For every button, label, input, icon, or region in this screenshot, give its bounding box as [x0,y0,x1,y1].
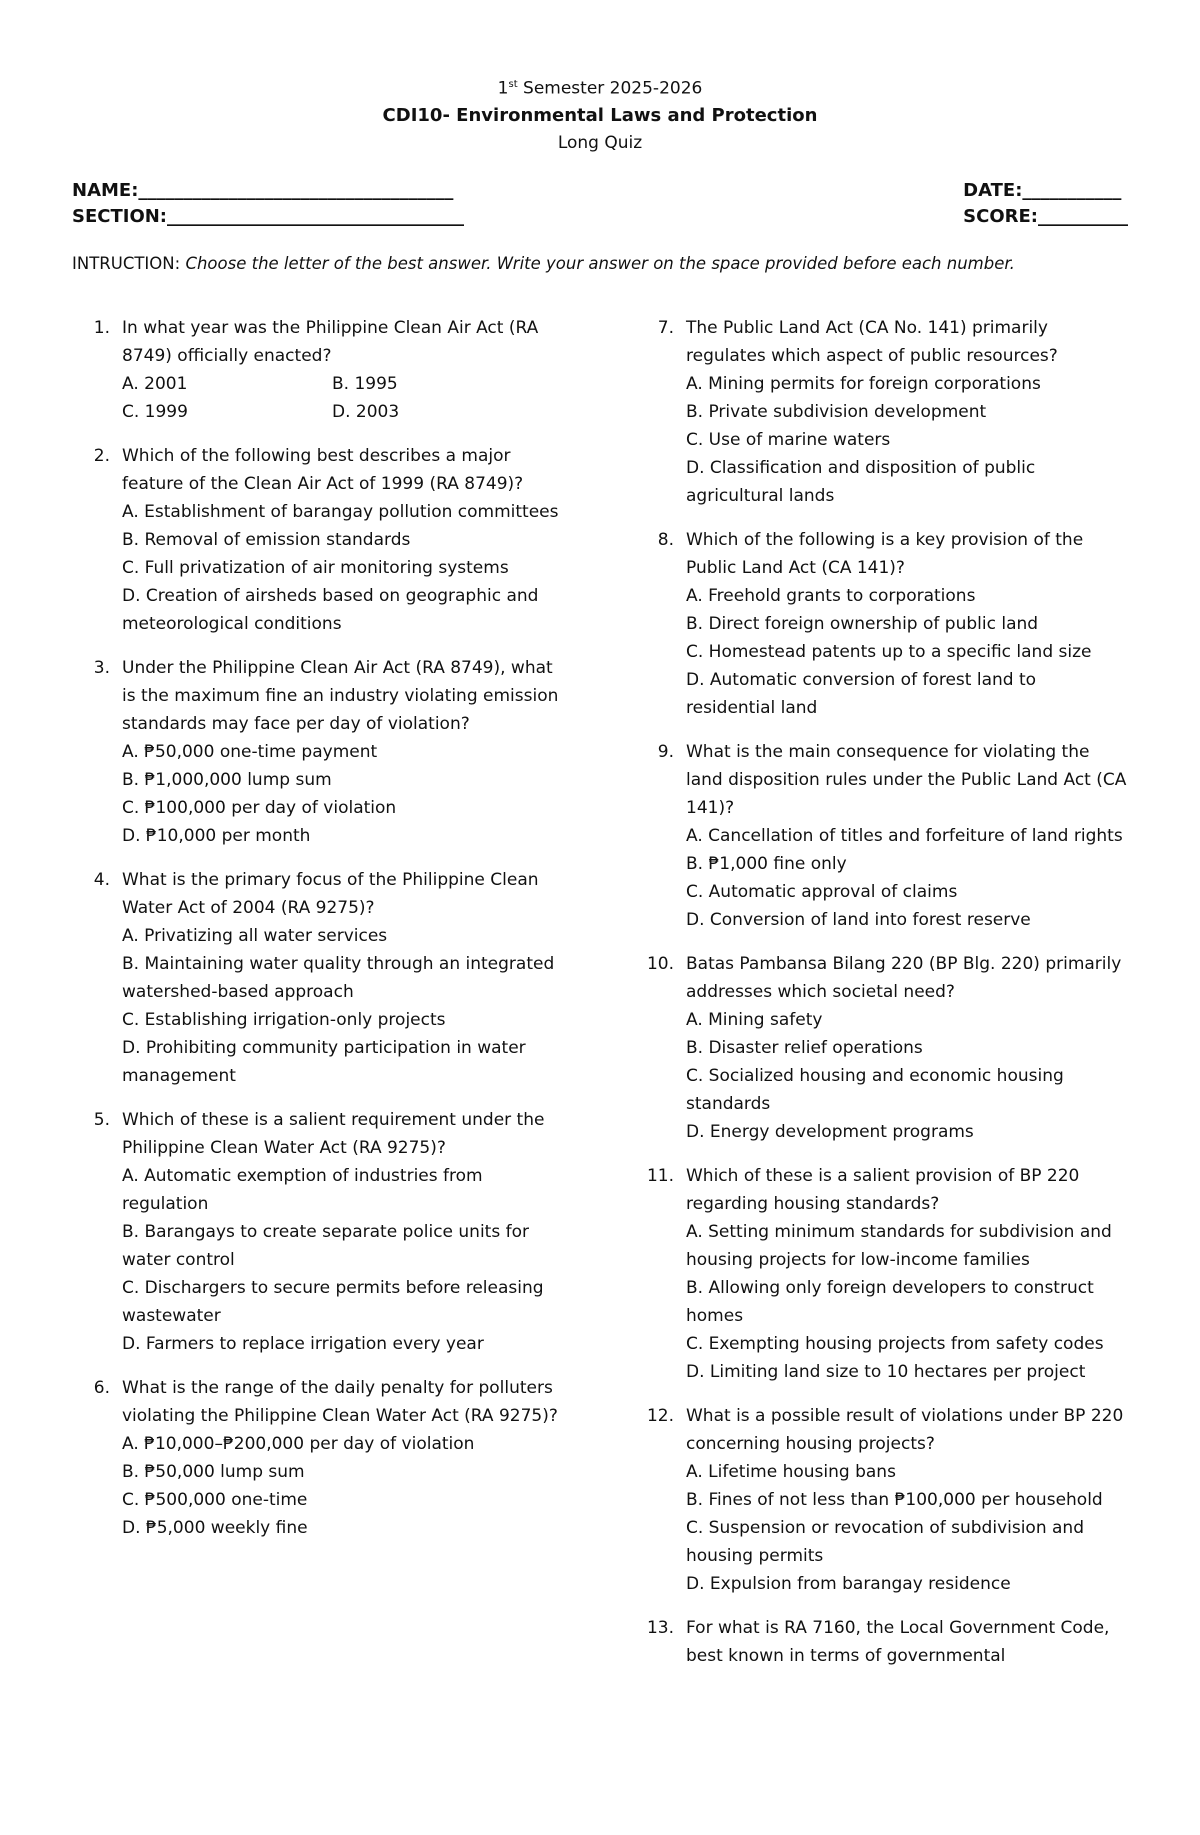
answer-choice: D. Prohibiting community participation in water management [122,1037,526,1086]
answer-choice: C. Suspension or revocation of subdivision and housing permits [686,1517,1084,1566]
answer-choice: D. ₱10,000 per month [122,825,311,846]
question-text: For what is RA 7160, the Local Government Code, best known in terms of governmental [686,1617,1110,1666]
question-number: 10. [646,953,674,974]
answer-choice: D. Conversion of land into forest reserve [686,909,1031,930]
answer-choice: D. ₱5,000 weekly fine [122,1517,308,1538]
answer-choices [686,370,1128,510]
left-question-column [72,314,564,1686]
answer-choice: C. Homestead patents up to a specific land size [686,641,1092,662]
question-number: 11. [646,1165,674,1186]
question-number: 3. [93,657,110,678]
score-field: SCORE:__________ [963,205,1128,227]
answer-choice: B. Removal of emission standards [122,529,411,550]
question-text: What is the main consequence for violating the land disposition rules under the Public Land Act (CA 141)? [686,741,1127,818]
answer-choice: A. Cancellation of titles and forfeiture of land rights [686,825,1123,846]
answer-choice: D. Expulsion from barangay residence [686,1573,1011,1594]
answer-choice: D. Limiting land size to 10 hectares per project [686,1361,1086,1382]
answer-choices [122,738,564,850]
answer-choices [686,1006,1128,1146]
answer-choice: B. ₱50,000 lump sum [122,1461,305,1482]
answer-choice: B. Barangays to create separate police units for water control [122,1221,529,1270]
answer-choices [686,1218,1128,1386]
question-columns [72,314,1128,1686]
answer-choice: D. Creation of airsheds based on geographic and meteorological conditions [122,585,539,634]
question-body [122,654,564,850]
question-body [686,950,1128,1146]
question-item [72,1106,564,1358]
question-item [636,1162,1128,1386]
question-number: 8. [657,529,674,550]
answer-choice: B. Fines of not less than ₱100,000 per household [686,1489,1103,1510]
question-body [122,1106,564,1358]
answer-choices [122,922,564,1090]
answer-choices [122,1430,564,1542]
answer-choice: C. Establishing irrigation-only projects [122,1009,446,1030]
question-text: Which of the following best describes a major feature of the Clean Air Act of 1999 (RA 8749)? [122,445,524,494]
answer-choice: A. Lifetime housing bans [686,1461,896,1482]
question-text: Which of these is a salient requirement under the Philippine Clean Water Act (RA 9275)? [122,1109,545,1158]
answer-choice: D. Energy development programs [686,1121,974,1142]
quiz-header [72,72,1128,156]
date-field: DATE:___________ [963,179,1122,201]
answer-choice: A. Freehold grants to corporations [686,585,976,606]
question-text: In what year was the Philippine Clean Air Act (RA 8749) officially enacted? [122,317,539,366]
answer-choice: A. Setting minimum standards for subdivision and housing projects for low-income families [686,1221,1112,1270]
answer-choices [686,822,1128,934]
question-item [636,738,1128,934]
question-number: 1. [93,317,110,338]
answer-choice: C. Automatic approval of claims [686,881,958,902]
question-body [686,738,1128,934]
fields-right [963,178,1128,230]
answer-choices [122,498,564,638]
answer-choice: A. 2001 [122,373,188,394]
answer-choice: B. ₱1,000,000 lump sum [122,769,332,790]
answer-choice: B. 1995 [332,373,398,394]
answer-choices [686,1458,1128,1598]
answer-choice: B. Private subdivision development [686,401,987,422]
question-item [72,866,564,1090]
name-field: NAME:___________________________________ [72,179,454,201]
answer-choice: B. Allowing only foreign developers to construct homes [686,1277,1094,1326]
question-item [636,1614,1128,1670]
instruction-text: Choose the letter of the best answer. Write your answer on the space provided before each number. [185,253,1015,273]
student-fields [72,178,1128,230]
question-item [72,1374,564,1542]
question-body [686,1162,1128,1386]
section-field: SECTION:_________________________________ [72,205,465,227]
answer-choice: D. Automatic conversion of forest land to residential land [686,669,1037,718]
question-item [636,1402,1128,1598]
question-number: 5. [93,1109,110,1130]
question-text: Which of the following is a key provision of the Public Land Act (CA 141)? [686,529,1084,578]
answer-choice: A. Privatizing all water services [122,925,388,946]
instruction [72,252,1128,276]
question-number: 9. [657,741,674,762]
question-number: 7. [657,317,674,338]
answer-choice: A. Automatic exemption of industries from regulation [122,1165,483,1214]
question-item [72,314,564,426]
answer-choice: C. Dischargers to secure permits before releasing wastewater [122,1277,544,1326]
answer-choice: D. Classification and disposition of public agricultural lands [686,457,1036,506]
question-item [72,654,564,850]
question-number: 13. [646,1617,674,1638]
answer-choice: A. Establishment of barangay pollution committees [122,501,559,522]
answer-choice: B. Disaster relief operations [686,1037,923,1058]
question-number: 4. [93,869,110,890]
fields-left [72,178,464,230]
question-text: What is the primary focus of the Philippine Clean Water Act of 2004 (RA 9275)? [122,869,539,918]
answer-choice: B. ₱1,000 fine only [686,853,847,874]
question-item [72,442,564,638]
answer-choice: C. Full privatization of air monitoring systems [122,557,509,578]
question-body [686,1402,1128,1598]
question-body [122,866,564,1090]
instruction-label: INTRUCTION: [72,253,186,273]
answer-choice: A. Mining safety [686,1009,823,1030]
question-text: Batas Pambansa Bilang 220 (BP Blg. 220) primarily addresses which societal need? [686,953,1122,1002]
answer-choice: D. Farmers to replace irrigation every year [122,1333,484,1354]
question-text: What is the range of the daily penalty for polluters violating the Philippine Clean Water Act (RA 9275)? [122,1377,558,1426]
answer-choice: C. 1999 [122,401,188,422]
question-body [686,1614,1128,1670]
question-item [636,950,1128,1146]
answer-choices [122,1162,564,1358]
semester-line: 1st Semester 2025-2026 [497,78,703,99]
answer-choice: C. ₱500,000 one-time [122,1489,308,1510]
answer-choice: C. Use of marine waters [686,429,891,450]
question-text: The Public Land Act (CA No. 141) primarily regulates which aspect of public resources? [686,317,1058,366]
quiz-subtitle: Long Quiz [557,132,643,153]
answer-choice: A. Mining permits for foreign corporations [686,373,1041,394]
question-body [122,442,564,638]
answer-choices [686,582,1128,722]
question-text: Which of these is a salient provision of BP 220 regarding housing standards? [686,1165,1080,1214]
answer-choice: D. 2003 [332,401,400,422]
question-text: What is a possible result of violations under BP 220 concerning housing projects? [686,1405,1124,1454]
question-body [122,314,564,426]
answer-choice: B. Maintaining water quality through an integrated watershed-based approach [122,953,555,1002]
question-item [636,314,1128,510]
question-body [122,1374,564,1542]
course-title: CDI10- Environmental Laws and Protection [382,104,818,126]
question-number: 6. [93,1377,110,1398]
answer-choice: B. Direct foreign ownership of public land [686,613,1039,634]
question-body [686,526,1128,722]
question-number: 2. [93,445,110,466]
question-number: 12. [646,1405,674,1426]
answer-choice: C. ₱100,000 per day of violation [122,797,397,818]
question-item [636,526,1128,722]
answer-choice: A. ₱50,000 one-time payment [122,741,378,762]
answer-choice: C. Exempting housing projects from safety codes [686,1333,1104,1354]
answer-choice: A. ₱10,000–₱200,000 per day of violation [122,1433,475,1454]
question-text: Under the Philippine Clean Air Act (RA 8749), what is the maximum fine an industry violating emission standards may face per day of violation? [122,657,559,734]
right-question-column [636,314,1128,1686]
question-body [686,314,1128,510]
answer-choice: C. Socialized housing and economic housing standards [686,1065,1064,1114]
answer-choices [122,370,564,426]
